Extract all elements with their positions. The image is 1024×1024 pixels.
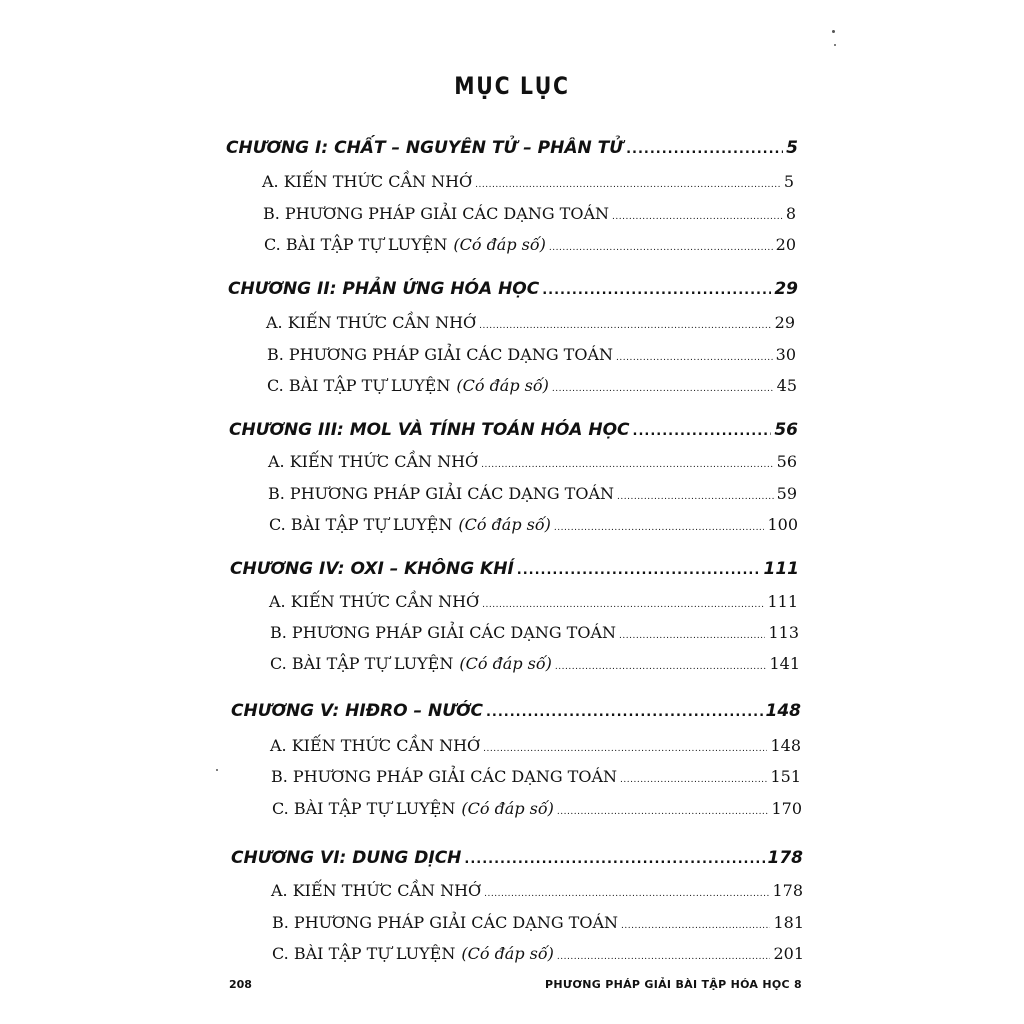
- toc-section-4c[interactable]: [270, 654, 800, 673]
- section-page-number: 111: [767, 592, 798, 611]
- leader-dots: [619, 631, 765, 641]
- section-label: A. KIẾN THỨC CẦN NHỚ: [269, 592, 480, 611]
- section-label: C. BÀI TẬP TỰ LUYỆN: [267, 376, 451, 395]
- section-page-number: 20: [775, 235, 796, 254]
- section-page-number: 100: [767, 515, 798, 534]
- section-label: C. BÀI TẬP TỰ LUYỆN: [272, 944, 456, 963]
- chapter-page-number: 29: [774, 279, 798, 299]
- toc-chapter-3[interactable]: [229, 420, 798, 440]
- chapter-page-number: 178: [767, 848, 803, 868]
- page-title: MỤC LỤC: [454, 72, 570, 100]
- toc-chapter-1[interactable]: [226, 138, 798, 158]
- chapter-label: CHƯƠNG VI: DUNG DỊCH: [231, 848, 462, 868]
- chapter-label: CHƯƠNG IV: OXI – KHÔNG KHÍ: [230, 559, 514, 579]
- toc-chapter-4[interactable]: [230, 559, 799, 579]
- section-label: A. KIẾN THỨC CẦN NHỚ: [262, 172, 473, 191]
- leader-dots: [620, 775, 767, 785]
- toc-section-1b[interactable]: [263, 204, 796, 223]
- leader-dots: [557, 807, 769, 817]
- leader-dots: [549, 243, 773, 253]
- section-page-number: 141: [769, 654, 800, 673]
- toc-section-5c[interactable]: [272, 799, 802, 818]
- chapter-page-number: 148: [765, 701, 801, 721]
- leader-dots: [616, 353, 773, 363]
- section-page-number: 113: [768, 623, 799, 642]
- chapter-label: CHƯƠNG III: MOL VÀ TÍNH TOÁN HÓA HỌC: [229, 420, 630, 440]
- toc-section-3b[interactable]: [268, 484, 797, 503]
- footer-book-title: PHƯƠNG PHÁP GIẢI BÀI TẬP HÓA HỌC 8: [544, 978, 802, 991]
- toc-section-3c[interactable]: [269, 515, 798, 534]
- section-label: B. PHƯƠNG PHÁP GIẢI CÁC DẠNG TOÁN: [272, 913, 619, 932]
- section-page-number: 201: [773, 944, 804, 963]
- leader-dots: [612, 212, 783, 222]
- section-label: C. BÀI TẬP TỰ LUYỆN: [269, 515, 453, 534]
- section-note: (Có đáp số): [461, 944, 554, 963]
- section-label: C. BÀI TẬP TỰ LUYỆN: [272, 799, 456, 818]
- section-page-number: 181: [773, 913, 804, 932]
- toc-section-6b[interactable]: [272, 913, 804, 932]
- leader-dots: [486, 705, 763, 720]
- section-page-number: 5: [783, 172, 794, 191]
- leader-dots: [479, 321, 771, 331]
- leader-dots: [517, 563, 761, 578]
- section-note: (Có đáp số): [461, 799, 554, 818]
- toc-section-1a[interactable]: [262, 172, 794, 191]
- leader-dots: [481, 460, 773, 470]
- toc-section-5a[interactable]: [270, 736, 801, 755]
- leader-dots: [483, 744, 767, 754]
- toc-chapter-6[interactable]: [231, 848, 803, 868]
- section-note: (Có đáp số): [453, 235, 546, 254]
- section-label: B. PHƯƠNG PHÁP GIẢI CÁC DẠNG TOÁN: [270, 623, 617, 642]
- section-page-number: 148: [770, 736, 801, 755]
- leader-dots: [633, 424, 772, 439]
- leader-dots: [626, 142, 783, 157]
- section-page-number: 170: [771, 799, 802, 818]
- leader-dots: [482, 600, 764, 610]
- toc-section-2b[interactable]: [267, 345, 796, 364]
- section-note: (Có đáp số): [458, 515, 551, 534]
- section-label: A. KIẾN THỨC CẦN NHỚ: [271, 881, 482, 900]
- section-label: C. BÀI TẬP TỰ LUYỆN: [270, 654, 454, 673]
- section-label: A. KIẾN THỨC CẦN NHỚ: [266, 313, 477, 332]
- section-label: B. PHƯƠNG PHÁP GIẢI CÁC DẠNG TOÁN: [267, 345, 614, 364]
- chapter-label: CHƯƠNG II: PHẢN ỨNG HÓA HỌC: [228, 279, 540, 299]
- scan-speck: [216, 769, 218, 771]
- section-page-number: 8: [785, 204, 796, 223]
- toc-section-5b[interactable]: [271, 767, 801, 786]
- leader-dots: [552, 384, 774, 394]
- section-label: C. BÀI TẬP TỰ LUYỆN: [264, 235, 448, 254]
- chapter-label: CHƯƠNG I: CHẤT – NGUYÊN TỬ – PHÂN TỬ: [226, 138, 624, 158]
- section-page-number: 29: [774, 313, 795, 332]
- section-page-number: 56: [776, 452, 797, 471]
- leader-dots: [555, 662, 767, 672]
- section-note: (Có đáp số): [456, 376, 549, 395]
- leader-dots: [464, 852, 764, 867]
- leader-dots: [542, 283, 771, 298]
- chapter-page-number: 56: [774, 420, 798, 440]
- chapter-page-number: 111: [763, 559, 799, 579]
- scan-speck: [834, 44, 836, 46]
- section-label: A. KIẾN THỨC CẦN NHỚ: [268, 452, 479, 471]
- toc-section-6a[interactable]: [271, 881, 803, 900]
- section-page-number: 45: [776, 376, 797, 395]
- section-page-number: 59: [776, 484, 797, 503]
- section-label: B. PHƯƠNG PHÁP GIẢI CÁC DẠNG TOÁN: [268, 484, 615, 503]
- toc-chapter-5[interactable]: [231, 701, 801, 721]
- leader-dots: [554, 523, 765, 533]
- toc-section-6c[interactable]: [272, 944, 804, 963]
- toc-section-4a[interactable]: [269, 592, 798, 611]
- toc-section-2a[interactable]: [266, 313, 795, 332]
- section-label: A. KIẾN THỨC CẦN NHỚ: [270, 736, 481, 755]
- section-label: B. PHƯƠNG PHÁP GIẢI CÁC DẠNG TOÁN: [271, 767, 618, 786]
- toc-section-4b[interactable]: [270, 623, 799, 642]
- section-page-number: 30: [775, 345, 796, 364]
- leader-dots: [475, 180, 781, 190]
- toc-section-2c[interactable]: [267, 376, 797, 395]
- leader-dots: [484, 889, 769, 899]
- section-label: B. PHƯƠNG PHÁP GIẢI CÁC DẠNG TOÁN: [263, 204, 610, 223]
- section-page-number: 151: [770, 767, 801, 786]
- toc-section-1c[interactable]: [264, 235, 796, 254]
- leader-dots: [621, 921, 770, 931]
- chapter-page-number: 5: [786, 138, 798, 158]
- footer-page-number: 208: [229, 978, 252, 991]
- section-page-number: 178: [772, 881, 803, 900]
- toc-chapter-2[interactable]: [228, 279, 798, 299]
- section-note: (Có đáp số): [459, 654, 552, 673]
- leader-dots: [557, 952, 771, 962]
- leader-dots: [617, 492, 774, 502]
- chapter-label: CHƯƠNG V: HIĐRO – NƯỚC: [231, 701, 483, 721]
- scan-speck: [832, 30, 835, 33]
- toc-section-3a[interactable]: [268, 452, 797, 471]
